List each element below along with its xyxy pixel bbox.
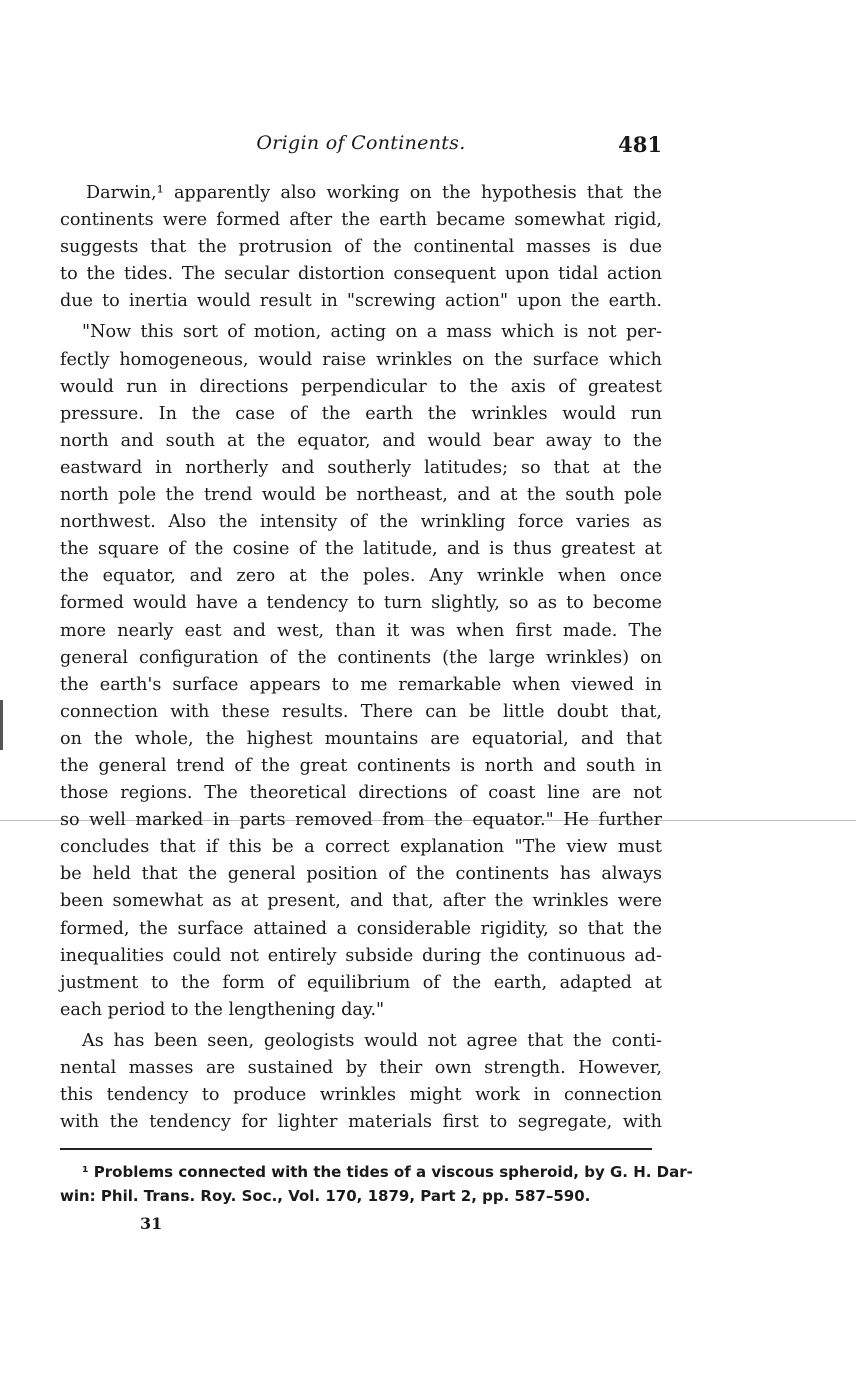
text-line: on the whole, the highest mountains are equatorial, and that bbox=[60, 728, 662, 749]
running-title: Origin of Continents. bbox=[256, 132, 466, 154]
footnote-rule bbox=[60, 1148, 652, 1150]
text-line: "Now this sort of motion, acting on a mass which is not per- bbox=[82, 322, 662, 343]
text-line: with the tendency for lighter materials first to segregate, with bbox=[60, 1112, 662, 1133]
text-line: Darwin,¹ apparently also working on the hypothesis that the bbox=[86, 183, 662, 203]
scan-edge-mark bbox=[0, 700, 3, 750]
text-line: been somewhat as at present, and that, after the wrinkles were bbox=[60, 891, 662, 912]
text-line: fectly homogeneous, would raise wrinkles on the surface which bbox=[60, 349, 662, 370]
text-line: connection with these results. There can be little doubt that, bbox=[60, 701, 662, 722]
text-line: formed would have a tendency to turn slightly, so as to become bbox=[60, 593, 662, 614]
text-line: formed, the surface attained a considerable rigidity, so that the bbox=[60, 918, 662, 939]
text-line: justment to the form of equilibrium of the earth, adapted at bbox=[60, 972, 662, 993]
footnote-line: win: Phil. Trans. Roy. Soc., Vol. 170, 1879, Part 2, pp. 587–590. bbox=[60, 1187, 591, 1206]
text-line: to the tides. The secular distortion consequent upon tidal action bbox=[60, 264, 662, 285]
footnote-line: ¹ Problems connected with the tides of a viscous spheroid, by G. H. Dar- bbox=[82, 1163, 693, 1182]
text-line: general configuration of the continents (the large wrinkles) on bbox=[60, 647, 662, 668]
footnote bbox=[60, 1160, 693, 1208]
body-text bbox=[60, 180, 662, 1136]
text-line: eastward in northerly and southerly latitudes; so that at the bbox=[60, 457, 662, 478]
text-line: the square of the cosine of the latitude, and is thus greatest at bbox=[60, 539, 662, 560]
text-line: the general trend of the great continents is north and south in bbox=[60, 755, 662, 776]
text-line: nental masses are sustained by their own strength. However, bbox=[60, 1058, 662, 1078]
paragraph-3 bbox=[60, 1028, 662, 1136]
text-line: inequalities could not entirely subside during the continuous ad- bbox=[60, 945, 662, 966]
text-line: northwest. Also the intensity of the wrinkling force varies as bbox=[60, 512, 662, 533]
page-number: 481 bbox=[618, 132, 662, 157]
text-line: would run in directions perpendicular to the axis of greatest bbox=[60, 376, 662, 397]
text-line: so well marked in parts removed from the equator." He further bbox=[60, 810, 662, 831]
text-line: each period to the lengthening day." bbox=[60, 999, 385, 1020]
text-line: this tendency to produce wrinkles might work in connection bbox=[60, 1085, 662, 1106]
paragraph-2-quotation bbox=[60, 319, 662, 1023]
text-line: suggests that the protrusion of the continental masses is due bbox=[60, 237, 662, 258]
page-header bbox=[60, 128, 662, 164]
text-line: north pole the trend would be northeast, and at the south pole bbox=[60, 485, 662, 506]
book-page bbox=[60, 128, 693, 1234]
text-line: the earth's surface appears to me remarkable when viewed in bbox=[60, 674, 662, 695]
text-line: those regions. The theoretical directions of coast line are not bbox=[60, 783, 662, 804]
text-line: due to inertia would result in "screwing action" upon the earth. bbox=[60, 291, 662, 312]
text-line: As has been seen, geologists would not agree that the conti- bbox=[82, 1030, 662, 1051]
text-line: concludes that if this be a correct explanation "The view must bbox=[60, 837, 662, 858]
paragraph-1 bbox=[60, 180, 662, 315]
text-line: pressure. In the case of the earth the wrinkles would run bbox=[60, 403, 662, 424]
signature-mark: 31 bbox=[140, 1214, 163, 1234]
text-line: more nearly east and west, than it was when first made. The bbox=[60, 620, 662, 641]
text-line: be held that the general position of the continents has always bbox=[60, 864, 662, 885]
text-line: the equator, and zero at the poles. Any wrinkle when once bbox=[60, 566, 662, 587]
text-line: north and south at the equator, and would bear away to the bbox=[60, 430, 662, 451]
text-line: continents were formed after the earth became somewhat rigid, bbox=[60, 210, 662, 231]
